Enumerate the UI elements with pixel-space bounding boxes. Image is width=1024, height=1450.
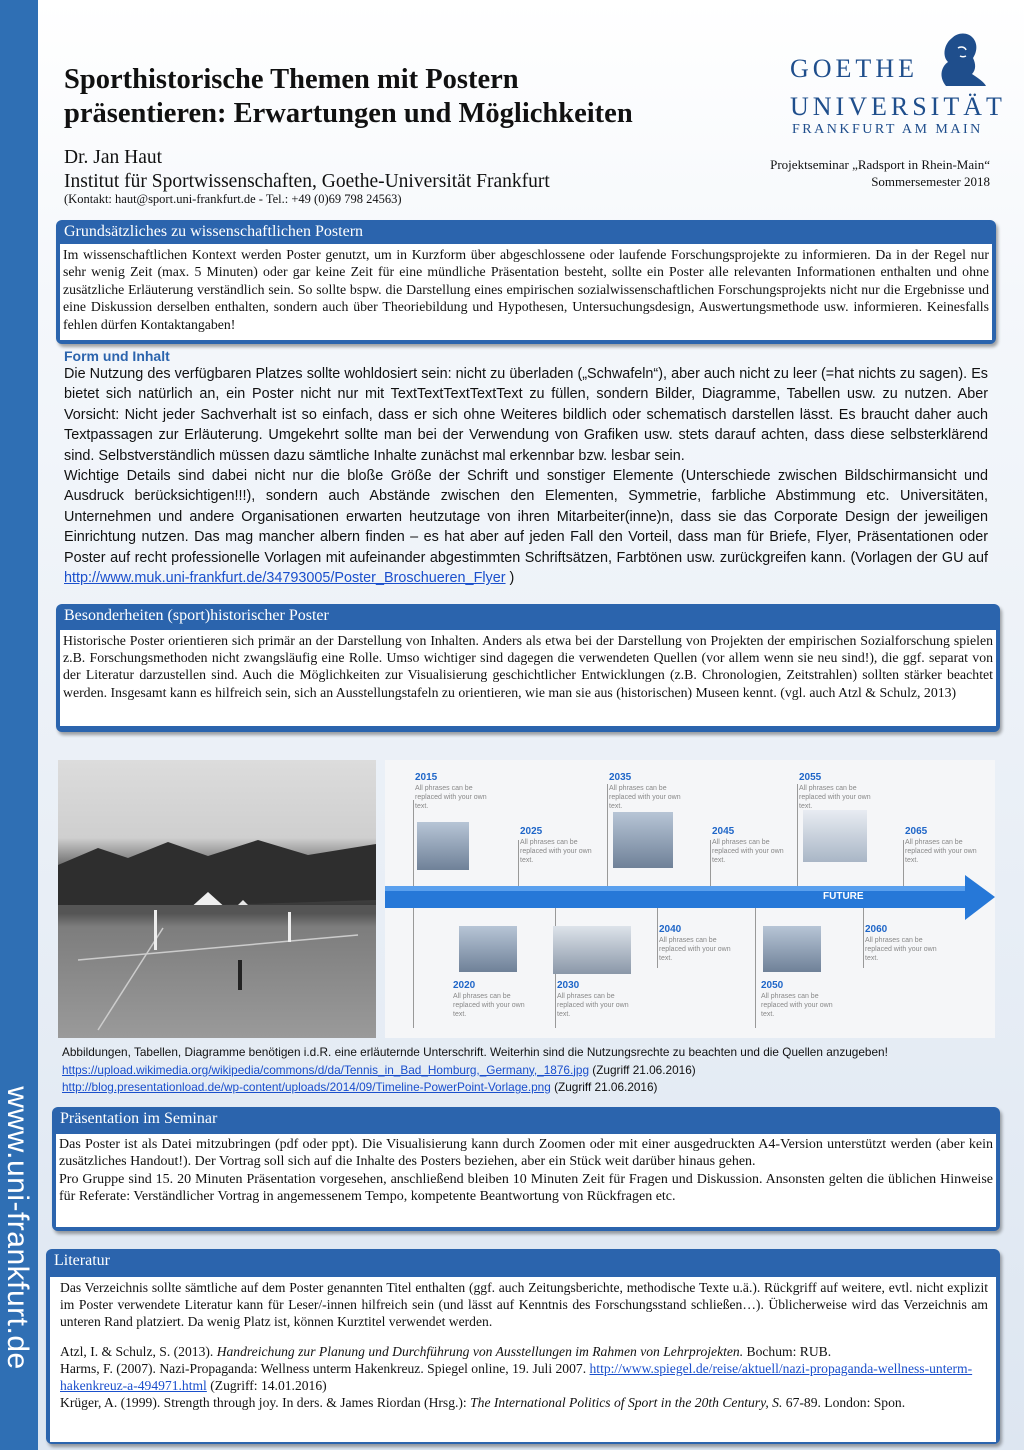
form-inhalt-para2: Wichtige Details sind dabei nicht nur die bloße Größe der Schrift und sonstiger Elemente (Unterschiede zwischen Bildschirmansicht und Ausdruck berücksichtigen!!!), sondern auch Abstände zwischen den Elementen, Symmetrie, farbliche Abstimmung etc. Universitäten, Unternehmen und andere Organisationen erwarten heutzutage von ihren Mitarbeiter(inne)n, dass sie das Corporate Design der jeweiligen Einrichtung nutzen. Das mag mancher albern finden – es hat aber auf jeden Fall den Vorteil, dass man für Briefe, Flyer, Präsentationen oder Poster auf recht professionelle Vorlagen mit aufeinander abgestimmten Schriftsätzen, Farbtönen usw. zurückgreifen kann. (Vorlagen der GU auf http://www.muk.uni-frankfurt.de/34793005/Poster_Broschueren_Flyer )	[64, 468, 988, 587]
timeline-item: 2015 All phrases can be replaced with your own text.	[415, 772, 487, 810]
project-title: Projektseminar „Radsport in Rhein-Main“	[770, 157, 990, 172]
section-form-inhalt	[64, 348, 988, 588]
box-besonderheiten	[56, 604, 1000, 732]
poster-title	[64, 63, 633, 131]
literatur-ref-harms: Harms, F. (2007). Nazi-Propaganda: Wellness unterm Hakenkreuz. Spiegel online, 19. Juli 2007. http://www.spiegel.de/reise/aktuell/nazi-propaganda-wellness-unterm-hakenkreuz-a-494971.html (Zugriff: 14.01.2016)	[60, 1361, 973, 1393]
timeline-item: 2020 All phrases can be replaced with your own text.	[453, 980, 525, 1018]
box-literatur-title: Literatur	[54, 1252, 110, 1269]
figure-caption: Abbildungen, Tabellen, Diagramme benötigen i.d.R. eine erläuternde Unterschrift. Weiterhin sind die Nutzungsrechte zu beachten und die Quellen anzugeben! https://upload.wikimedia.org/wikipedia/commons/d/da/Tennis_in_Bad_Homburg,_Germany,_1876.jpg (Zugriff 21.06.2016) http://blog.presentationload.de/wp-content/uploads/2014/09/Timeline-PowerPoint-Vorlage.png (Zugriff 21.06.2016)	[62, 1045, 888, 1094]
timeline-item: 2030 All phrases can be replaced with your own text.	[557, 980, 629, 1018]
timeline-future-label: FUTURE	[823, 891, 864, 902]
box-grundsaetzliches-text: Im wissenschaftlichen Kontext werden Poster genutzt, um in Kurzform über abgeschlossene oder laufende Forschungsprojekte zu informieren. Da in der Regel nur sehr wenig Zeit (max. 5 Minuten) oder gar keine Zeit für eine mündliche Präsentation besteht, sollte ein Poster alle relevanten Informationen enthalten und ohne zusätzliche Erläuterung verständlich sein. So sollte bspw. die Darstellung eines empirischen sozialwissenschaftlichen Forschungsprojekts nicht nur die Ergebnisse und eine Diskussion derselben enthalten, sondern auch über Theoriebildung und Hypothesen, Untersuchungsdesign, Auswertungsmethode usw. informieren. Keinesfalls fehlen dürfen Kontaktangaben!	[60, 244, 992, 340]
literatur-intro: Das Verzeichnis sollte sämtliche auf dem Poster genannten Titel enthalten (ggf. auch Zeitungsberichte, methodische Texte u.ä.). Rückgriff auf weitere, evtl. nicht explizit im Poster verwendete Literatur kann für Leser/-innen hilfreich sein (und lässt auf Kenntnis des Forschungsstand schließen…). Üblicherweise wird das Verzeichnis am unteren Rand platziert. Da wenig Platz ist, können Kurztitel verwendet werden.	[60, 1280, 988, 1329]
box-literatur	[46, 1249, 1000, 1444]
logo-frankfurt: FRANKFURT AM MAIN	[792, 122, 983, 137]
project-info	[770, 156, 990, 190]
goethe-logo	[790, 26, 1006, 141]
timeline-item: 2035 All phrases can be replaced with your own text.	[609, 772, 681, 810]
timeline-item: 2060 All phrases can be replaced with your own text.	[865, 924, 937, 962]
box-besonderheiten-text: Historische Poster orientieren sich primär an der Darstellung von Inhalten. Anders als etwa bei der Darstellung von Projekten der empirischen Sozialforschung spielen z.B. Forschungsmethoden nicht zwangsläufig eine Rolle. Umso wichtiger sind dagegen die verwendeten Quellen (vor allem wenn sie neu sind!), die ggf. separat von der Literatur darzustellen sind. Auch die Möglichkeiten zur Visualisierung geschichtlicher Entwicklungen (z.B. Chronologien, Zeitstrahlen) sollten stärker beachtet werden. Insgesamt kann es hilfreich sein, sich an Ausstellungstafeln zu orientieren, wie man sie aus (historischen) Museen kennt. (vgl. auch Atzl & Schulz, 2013)	[60, 630, 996, 726]
goethe-portrait-icon	[928, 26, 988, 88]
box-grundsaetzliches	[56, 220, 996, 344]
box-besonderheiten-title: Besonderheiten (sport)historischer Poster	[64, 607, 329, 624]
caption-text: Abbildungen, Tabellen, Diagramme benötigen i.d.R. eine erläuternde Unterschrift. Weiterhin sind die Nutzungsrechte zu beachten und die Quellen anzugeben!	[62, 1045, 888, 1059]
box-grundsaetzliches-title: Grundsätzliches zu wissenschaftlichen Postern	[64, 223, 364, 240]
timeline-item: 2065 All phrases can be replaced with your own text.	[905, 826, 977, 864]
sidebar	[0, 0, 38, 1450]
timeline-graphic	[385, 760, 995, 1038]
logo-goethe: GOETHE	[790, 54, 918, 83]
gu-templates-link[interactable]: http://www.muk.uni-frankfurt.de/34793005/Poster_Broschueren_Flyer	[64, 570, 506, 587]
author-block	[64, 146, 550, 194]
literatur-ref-krueger: Krüger, A. (1999). Strength through joy. In ders. & James Riordan (Hrsg.): The International Politics of Sport in the 20th Century, S. 67-89. London: Spon.	[60, 1395, 906, 1410]
box-literatur-text	[50, 1277, 996, 1442]
title-line-2: präsentieren: Erwartungen und Möglichkeiten	[64, 98, 633, 129]
sidebar-url[interactable]: www.uni-frankfurt.de	[1, 1086, 34, 1370]
caption-link-wikimedia[interactable]: https://upload.wikimedia.org/wikipedia/commons/d/da/Tennis_in_Bad_Homburg,_Germany,_1876.jpg	[62, 1062, 590, 1077]
box-praesentation-title: Präsentation im Seminar	[60, 1110, 218, 1127]
logo-universitaet: UNIVERSITÄT	[790, 92, 1006, 121]
tennis-1876-photo	[58, 760, 376, 1038]
timeline-item: 2045 All phrases can be replaced with your own text.	[712, 826, 784, 864]
box-praesentation-text: Das Poster ist als Datei mitzubringen (pdf oder ppt). Die Visualisierung kann durch Zoomen oder mit einer ausgedruckten A4-Version unterstützt werden (aber kein zusätzliches Handout!). Der Vortrag soll sich auf die Inhalte des Posters beziehen, aber ein Stück weit darüber hinaus gehen. Pro Gruppe sind 15. 20 Minuten Präsentation vorgesehen, anschließend bleiben 10 Minuten Zeit für Fragen und Diskussion. Ansonsten gelten die üblichen Hinweise für Referate: Verständlicher Vortrag in angemessenem Tempo, kompetente Beantwortung von Rückfragen etc.	[56, 1134, 996, 1227]
contact-info: (Kontakt: haut@sport.uni-frankfurt.de - Tel.: +49 (0)69 798 24563)	[64, 192, 402, 206]
author-institute: Institut für Sportwissenschaften, Goethe-Universität Frankfurt	[64, 171, 550, 192]
project-semester: Sommersemester 2018	[871, 174, 990, 189]
timeline-item: 2055 All phrases can be replaced with your own text.	[799, 772, 871, 810]
photo-illustration	[58, 760, 376, 1038]
form-inhalt-title: Form und Inhalt	[64, 348, 170, 364]
timeline-item: 2040 All phrases can be replaced with your own text.	[659, 924, 731, 962]
spiegel-link[interactable]: http://www.spiegel.de/reise/aktuell/nazi-propaganda-wellness-unterm-hakenkreuz-a-494971.html	[60, 1361, 973, 1393]
title-line-1: Sporthistorische Themen mit Postern	[64, 64, 519, 95]
literatur-ref-atzl: Atzl, I. & Schulz, S. (2013). Handreichung zur Planung und Durchführung von Ausstellungen im Rahmen von Lehrprojekten. Bochum: RUB.	[60, 1344, 832, 1359]
caption-link-presentationload[interactable]: http://blog.presentationload.de/wp-content/uploads/2014/09/Timeline-PowerPoint-Vorlage.png	[62, 1080, 551, 1094]
timeline-item: 2050 All phrases can be replaced with your own text.	[761, 980, 833, 1018]
author-name: Dr. Jan Haut	[64, 147, 163, 168]
box-praesentation	[52, 1107, 1000, 1231]
form-inhalt-para1: Die Nutzung des verfügbaren Platzes sollte wohldosiert sein: nicht zu überladen („Schwafeln“), aber auch nicht zu leer (=hat nichts zu sagen). Es bietet sich natürlich an, ein Poster nicht nur mit TextTextTextTextText zu füllen, sondern Bilder, Diagramme, Tabellen usw. zu nutzen. Aber Vorsicht: Nicht jeder Sachverhalt ist so einfach, dass er sich ohne Weiteres bildlich oder schematisch darstellen lässt. Es braucht daher auch Textpassagen zur Erläuterung. Umgekehrt sollte man bei der Verwendung von Grafiken usw. stets darauf achten, dass diese selbsterklärend sind. Selbstverständlich müssen dazu sämtliche Inhalte zunächst mal erkennbar bzw. lesbar sein.	[64, 366, 988, 464]
timeline-item: 2025 All phrases can be replaced with your own text.	[520, 826, 592, 864]
